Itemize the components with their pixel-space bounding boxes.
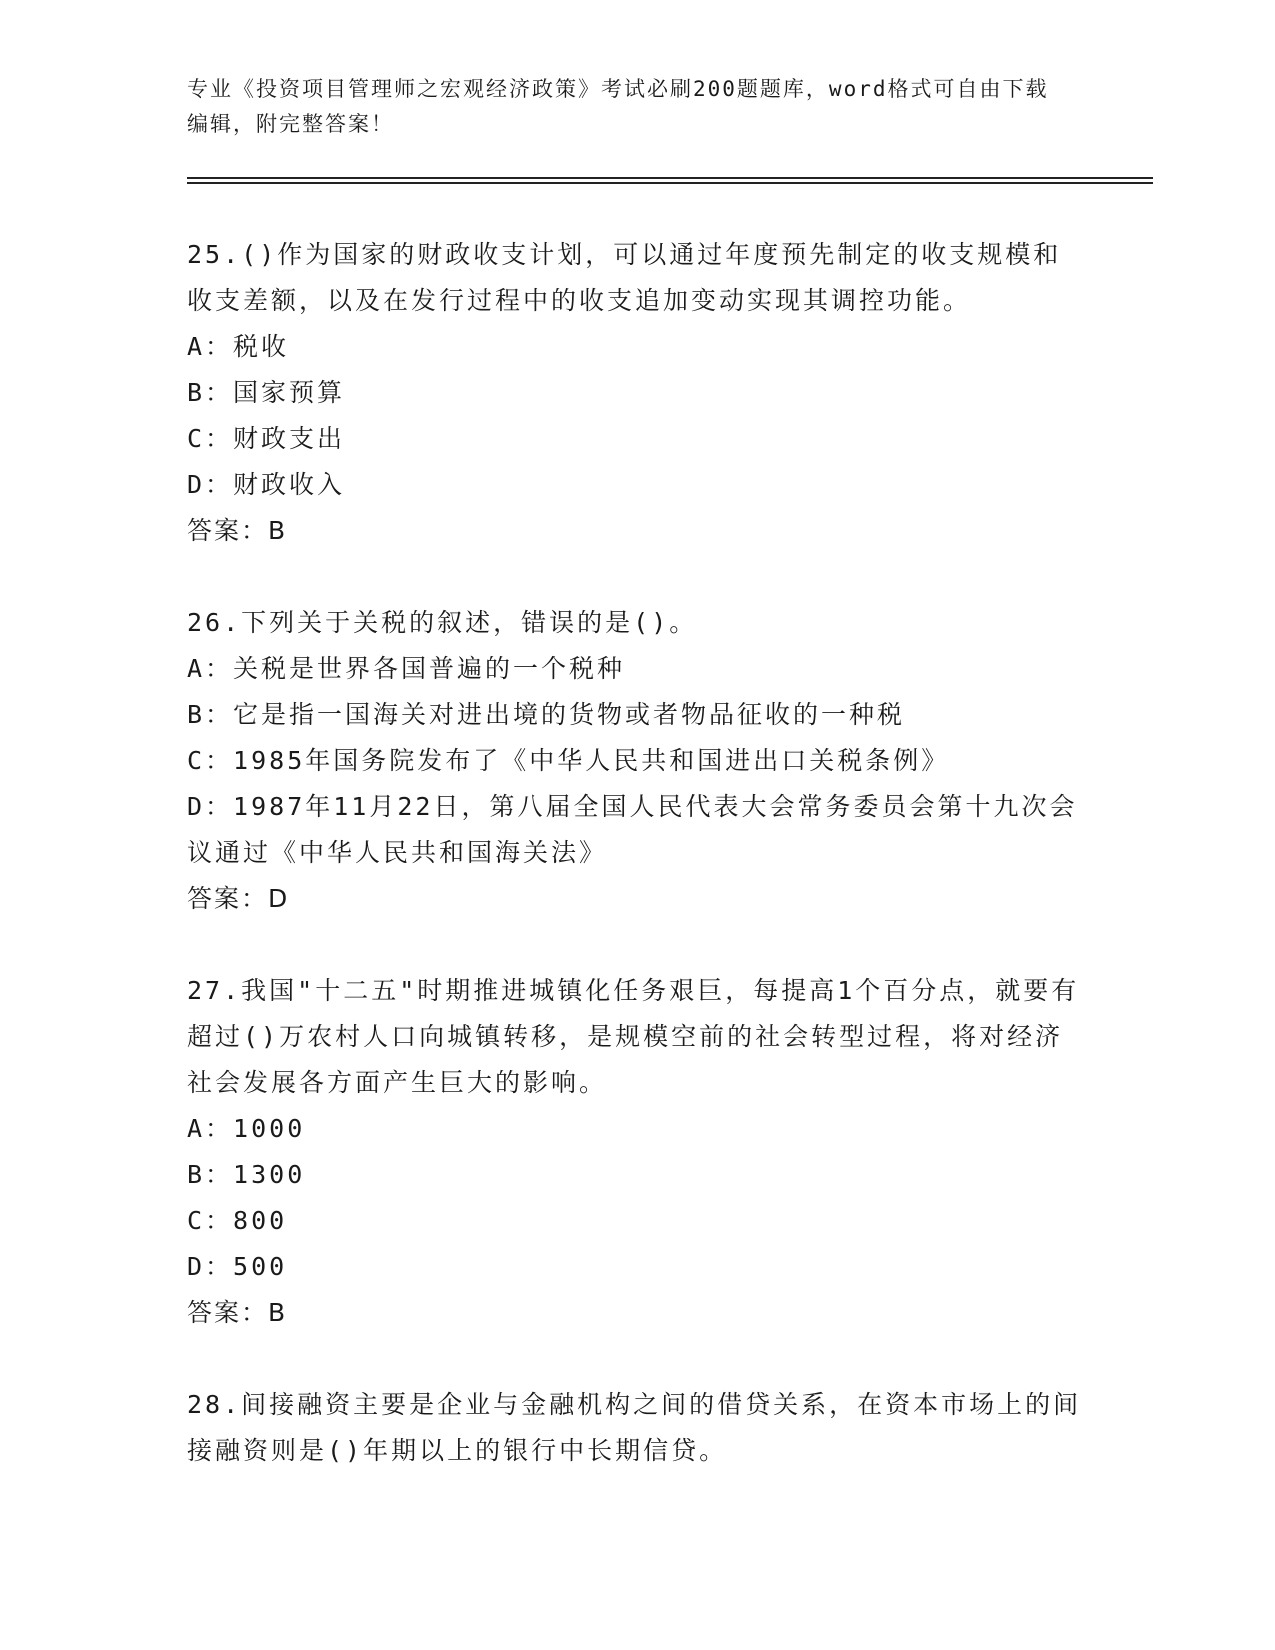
document-header: 专业《投资项目管理师之宏观经济政策》考试必刷200题题库，word格式可自由下载编辑，附完整答案！ (187, 77, 1049, 136)
answer: 答案：B (187, 1298, 288, 1327)
option-b: B：国家预算 (187, 378, 346, 407)
header-rule-top (187, 177, 1153, 179)
option-c: C：1985年国务院发布了《中华人民共和国进出口关税条例》 (187, 746, 950, 775)
option-c: C：800 (187, 1206, 288, 1235)
question-stem: 28.间接融资主要是企业与金融机构之间的借贷关系，在资本市场上的间接融资则是()年期以上的银行中长期信贷。 (187, 1390, 1082, 1465)
option-d: D：财政收入 (187, 470, 346, 499)
option-a: A：税收 (187, 332, 290, 361)
question-26 (187, 600, 1087, 922)
option-a: A：1000 (187, 1114, 306, 1143)
question-list (187, 232, 1087, 1520)
option-b: B：1300 (187, 1160, 306, 1189)
question-27 (187, 968, 1087, 1336)
option-a: A：关税是世界各国普遍的一个税种 (187, 654, 626, 683)
question-28 (187, 1382, 1087, 1474)
question-stem: 25.()作为国家的财政收支计划，可以通过年度预先制定的收支规模和收支差额，以及在发行过程中的收支追加变动实现其调控功能。 (187, 240, 1062, 315)
header-rule-bottom (187, 182, 1153, 184)
answer: 答案：D (187, 884, 290, 913)
option-c: C：财政支出 (187, 424, 346, 453)
question-25 (187, 232, 1087, 554)
option-d: D：1987年11月22日，第八届全国人民代表大会常务委员会第十九次会议通过《中华人民共和国海关法》 (187, 792, 1078, 867)
question-stem: 26.下列关于关税的叙述，错误的是()。 (187, 608, 698, 637)
question-stem: 27.我国"十二五"时期推进城镇化任务艰巨，每提高1个百分点，就要有超过()万农村人口向城镇转移，是规模空前的社会转型过程，将对经济社会发展各方面产生巨大的影响。 (187, 976, 1080, 1097)
option-d: D：500 (187, 1252, 288, 1281)
option-b: B：它是指一国海关对进出境的货物或者物品征收的一种税 (187, 700, 906, 729)
answer: 答案：B (187, 516, 288, 545)
